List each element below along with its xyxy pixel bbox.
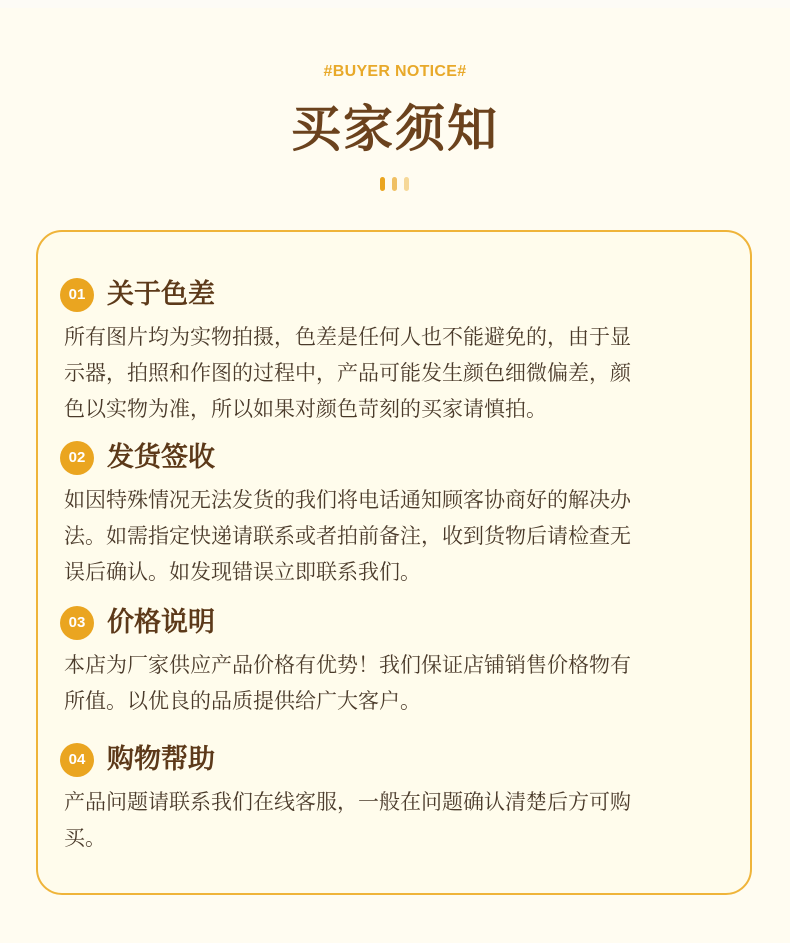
section-header — [60, 440, 730, 476]
section-price-note — [60, 605, 730, 719]
section-title: 购物帮助 — [107, 744, 215, 775]
section-body — [64, 784, 730, 856]
section-title: 发货签收 — [107, 442, 215, 473]
dot-medium — [392, 177, 397, 191]
dot-dark — [380, 177, 385, 191]
body-line: 示器，拍照和作图的过程中，产品可能发生颜色细微偏差，颜 — [64, 361, 631, 385]
body-line: 误后确认。如发现错误立即联系我们。 — [64, 560, 421, 584]
body-line: 法。如需指定快递请联系或者拍前备注，收到货物后请检查无 — [64, 524, 631, 548]
eyebrow-label: #BUYER NOTICE# — [323, 63, 467, 80]
dot-light — [404, 177, 409, 191]
body-line: 本店为厂家供应产品价格有优势！我们保证店铺销售价格物有 — [64, 653, 631, 677]
section-number-badge: 02 — [60, 441, 94, 475]
section-body — [64, 319, 730, 427]
body-line: 色以实物为准，所以如果对颜色苛刻的买家请慎拍。 — [64, 397, 547, 421]
decorative-dots — [378, 177, 414, 191]
body-line: 所值。以优良的品质提供给广大客户。 — [64, 689, 421, 713]
body-line: 产品问题请联系我们在线客服，一般在问题确认清楚后方可购 — [64, 790, 631, 814]
body-line: 买。 — [64, 826, 106, 850]
body-line: 如因特殊情况无法发货的我们将电话通知顾客协商好的解决办 — [64, 488, 631, 512]
section-title: 价格说明 — [107, 607, 215, 638]
section-title: 关于色差 — [107, 279, 215, 310]
top-strip — [0, 0, 790, 8]
section-header — [60, 605, 730, 641]
section-header — [60, 742, 730, 778]
section-number-badge: 01 — [60, 278, 94, 312]
section-body — [64, 482, 730, 590]
body-line: 所有图片均为实物拍摄，色差是任何人也不能避免的，由于显 — [64, 325, 631, 349]
section-shopping-help — [60, 742, 730, 856]
section-header — [60, 277, 730, 313]
section-body — [64, 647, 730, 719]
section-number-badge: 04 — [60, 743, 94, 777]
page-title: 买家须知 — [291, 100, 499, 158]
section-shipping-receipt — [60, 440, 730, 590]
section-number-badge: 03 — [60, 606, 94, 640]
section-color-difference — [60, 277, 730, 427]
